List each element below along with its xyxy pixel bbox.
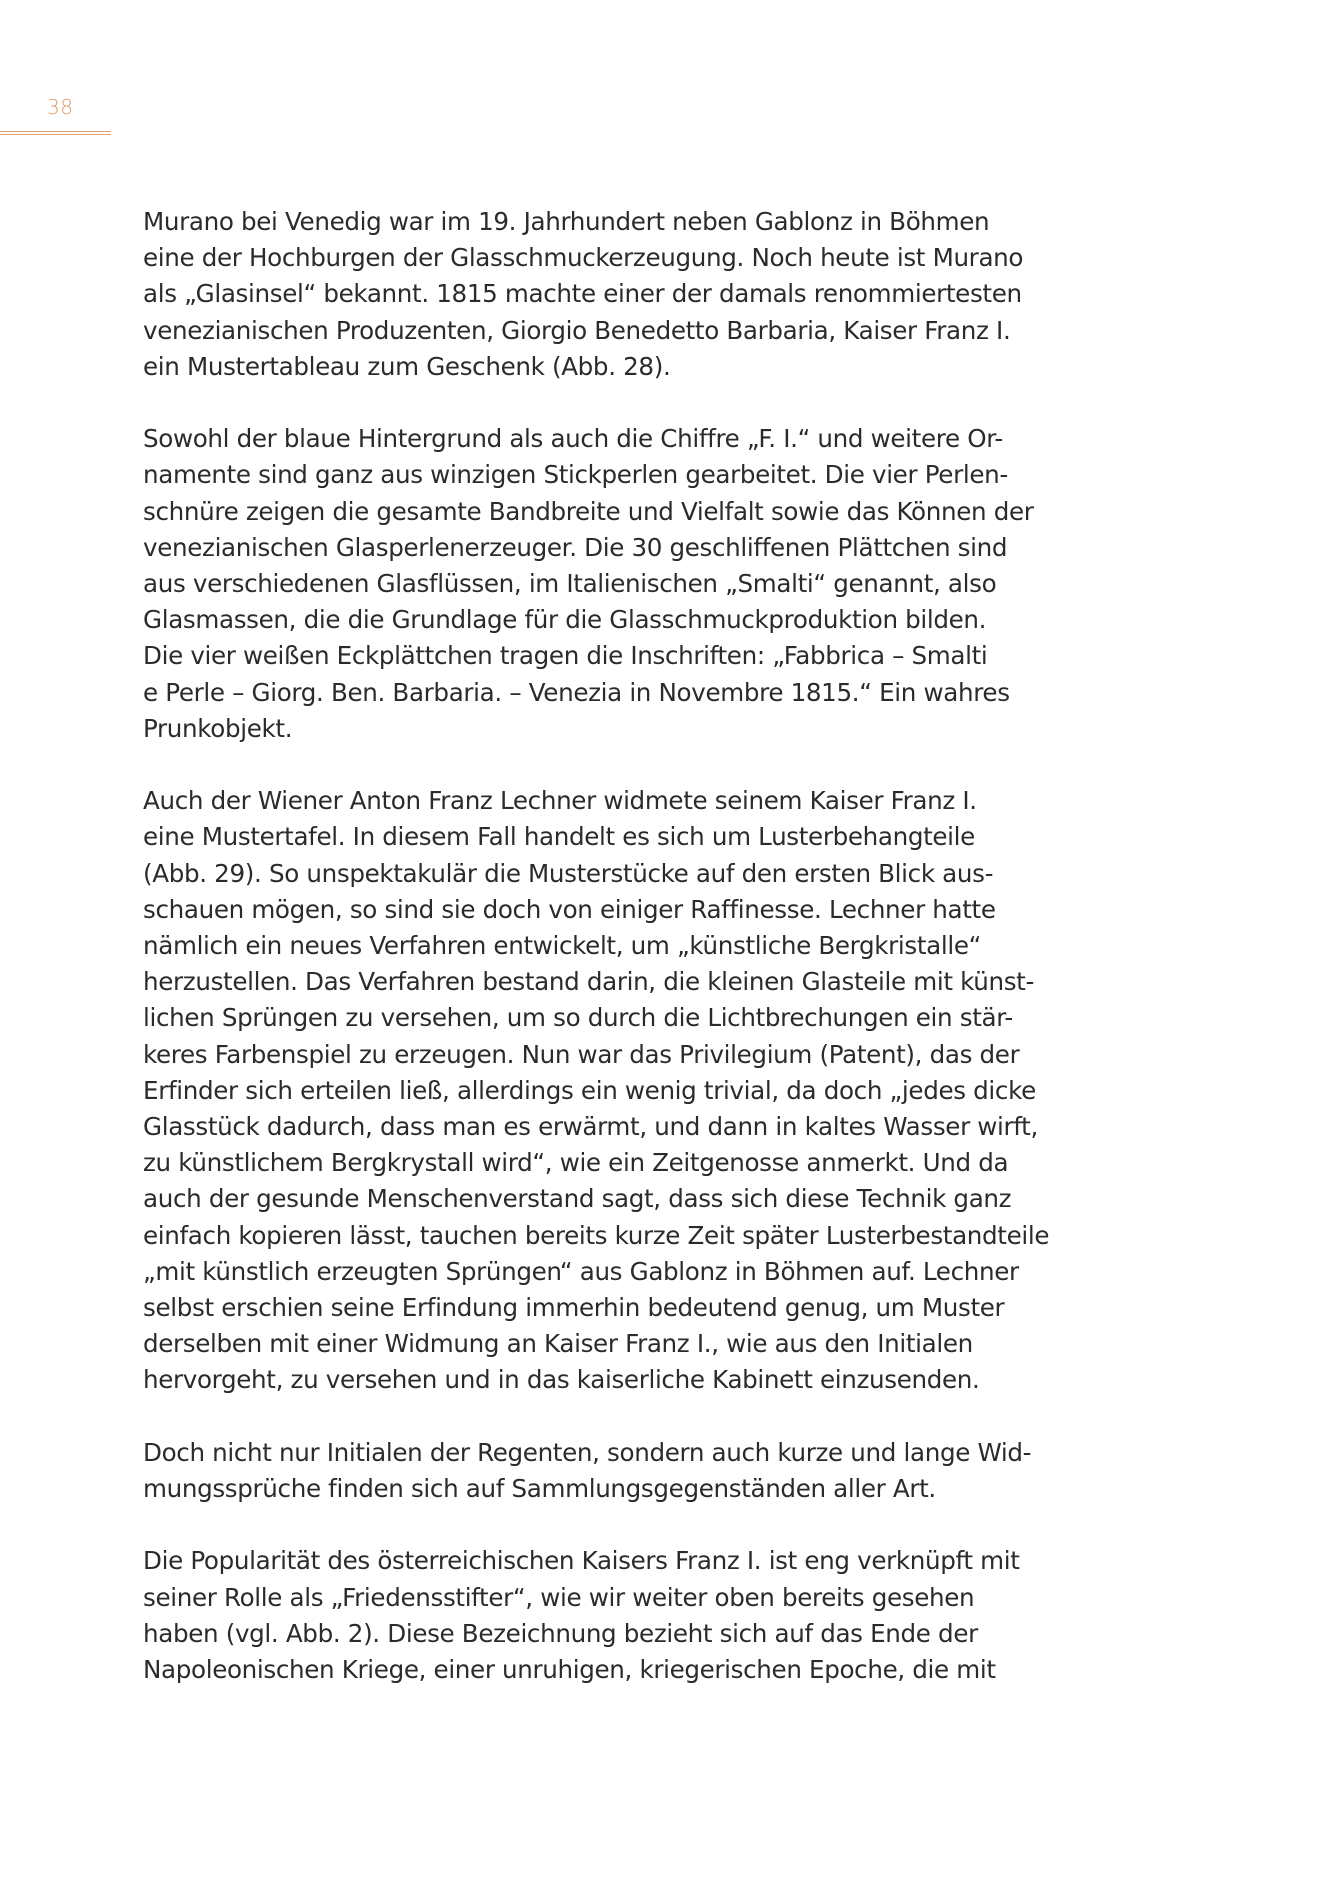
text-line: einfach kopieren lässt, tauchen bereits kurze Zeit später Lusterbestandteile xyxy=(143,1220,1050,1250)
text-line: Sowohl der blaue Hintergrund als auch die Chiffre „F. I.“ und weitere Or- xyxy=(143,424,1003,454)
text-line: e Perle – Giorg. Ben. Barbaria. – Venezia in Novembre 1815.“ Ein wahres xyxy=(143,677,1010,707)
text-line: Napoleonischen Kriege, einer unruhigen, kriegerischen Epoche, die mit xyxy=(143,1655,996,1685)
text-line: auch der gesunde Menschenverstand sagt, dass sich diese Technik ganz xyxy=(143,1184,1012,1214)
page-number: 38 xyxy=(47,95,74,119)
text-line: selbst erschien seine Erfindung immerhin bedeutend genug, um Muster xyxy=(143,1293,1005,1323)
text-line: lichen Sprüngen zu versehen, um so durch die Lichtbrechungen ein stär- xyxy=(143,1003,1013,1033)
text-line: Die Popularität des österreichischen Kaisers Franz I. ist eng verknüpft mit xyxy=(143,1546,1020,1576)
text-line: Auch der Wiener Anton Franz Lechner widmete seinem Kaiser Franz I. xyxy=(143,786,977,816)
text-line: hervorgeht, zu versehen und in das kaiserliche Kabinett einzusenden. xyxy=(143,1365,980,1395)
text-line: ein Mustertableau zum Geschenk (Abb. 28). xyxy=(143,351,671,381)
text-line: nämlich ein neues Verfahren entwickelt, um „künstliche Bergkristalle“ xyxy=(143,931,981,961)
text-line: derselben mit einer Widmung an Kaiser Franz I., wie aus den Initialen xyxy=(143,1329,973,1359)
paragraph-5 xyxy=(143,1543,1043,1688)
text-line: haben (vgl. Abb. 2). Diese Bezeichnung bezieht sich auf das Ende der xyxy=(143,1618,978,1648)
text-line: venezianischen Produzenten, Giorgio Benedetto Barbaria, Kaiser Franz I. xyxy=(143,315,1011,345)
text-line: Glasstück dadurch, dass man es erwärmt, und dann in kaltes Wasser wirft, xyxy=(143,1112,1038,1142)
text-line: Doch nicht nur Initialen der Regenten, sondern auch kurze und lange Wid- xyxy=(143,1437,1032,1467)
text-line: eine Mustertafel. In diesem Fall handelt es sich um Lusterbehangteile xyxy=(143,822,975,852)
text-line: herzustellen. Das Verfahren bestand darin, die kleinen Glasteile mit künst- xyxy=(143,967,1034,997)
text-line: Glasmassen, die die Grundlage für die Glasschmuckproduktion bilden. xyxy=(143,605,987,635)
text-line: namente sind ganz aus winzigen Stickperlen gearbeitet. Die vier Perlen- xyxy=(143,460,1008,490)
text-line: eine der Hochburgen der Glasschmuckerzeugung. Noch heute ist Murano xyxy=(143,243,1024,273)
text-line: zu künstlichem Bergkrystall wird“, wie ein Zeitgenosse anmerkt. Und da xyxy=(143,1148,1009,1178)
text-line: Die vier weißen Eckplättchen tragen die Inschriften: „Fabbrica – Smalti xyxy=(143,641,988,671)
header-rule xyxy=(0,131,111,135)
paragraph-2 xyxy=(143,421,1043,747)
body-text xyxy=(143,204,1050,1688)
paragraph-1 xyxy=(143,204,1043,385)
text-line: schnüre zeigen die gesamte Bandbreite und Vielfalt sowie das Können der xyxy=(143,496,1034,526)
text-line: (Abb. 29). So unspektakulär die Musterstücke auf den ersten Blick aus- xyxy=(143,858,994,888)
header-rule-line-bottom xyxy=(0,134,111,135)
text-line: mungssprüche finden sich auf Sammlungsgegenständen aller Art. xyxy=(143,1474,936,1504)
text-line: Erfinder sich erteilen ließ, allerdings ein wenig trivial, da doch „jedes dicke xyxy=(143,1075,1036,1105)
text-line: venezianischen Glasperlenerzeuger. Die 30 geschliffenen Plättchen sind xyxy=(143,532,1008,562)
text-line: seiner Rolle als „Friedensstifter“, wie wir weiter oben bereits gesehen xyxy=(143,1582,975,1612)
text-line: als „Glasinsel“ bekannt. 1815 machte einer der damals renommiertesten xyxy=(143,279,1022,309)
paragraph-3 xyxy=(143,783,1050,1398)
text-line: keres Farbenspiel zu erzeugen. Nun war das Privilegium (Patent), das der xyxy=(143,1039,1020,1069)
text-line: Murano bei Venedig war im 19. Jahrhundert neben Gablonz in Böhmen xyxy=(143,207,990,236)
text-line: „mit künstlich erzeugten Sprüngen“ aus Gablonz in Böhmen auf. Lechner xyxy=(143,1256,1019,1286)
paragraph-4 xyxy=(143,1435,1043,1507)
text-line: aus verschiedenen Glasflüssen, im Italienischen „Smalti“ genannt, also xyxy=(143,569,997,599)
text-line: schauen mögen, so sind sie doch von einiger Raffinesse. Lechner hatte xyxy=(143,894,996,924)
text-line: Prunkobjekt. xyxy=(143,713,293,743)
header-rule-line-top xyxy=(0,131,111,132)
